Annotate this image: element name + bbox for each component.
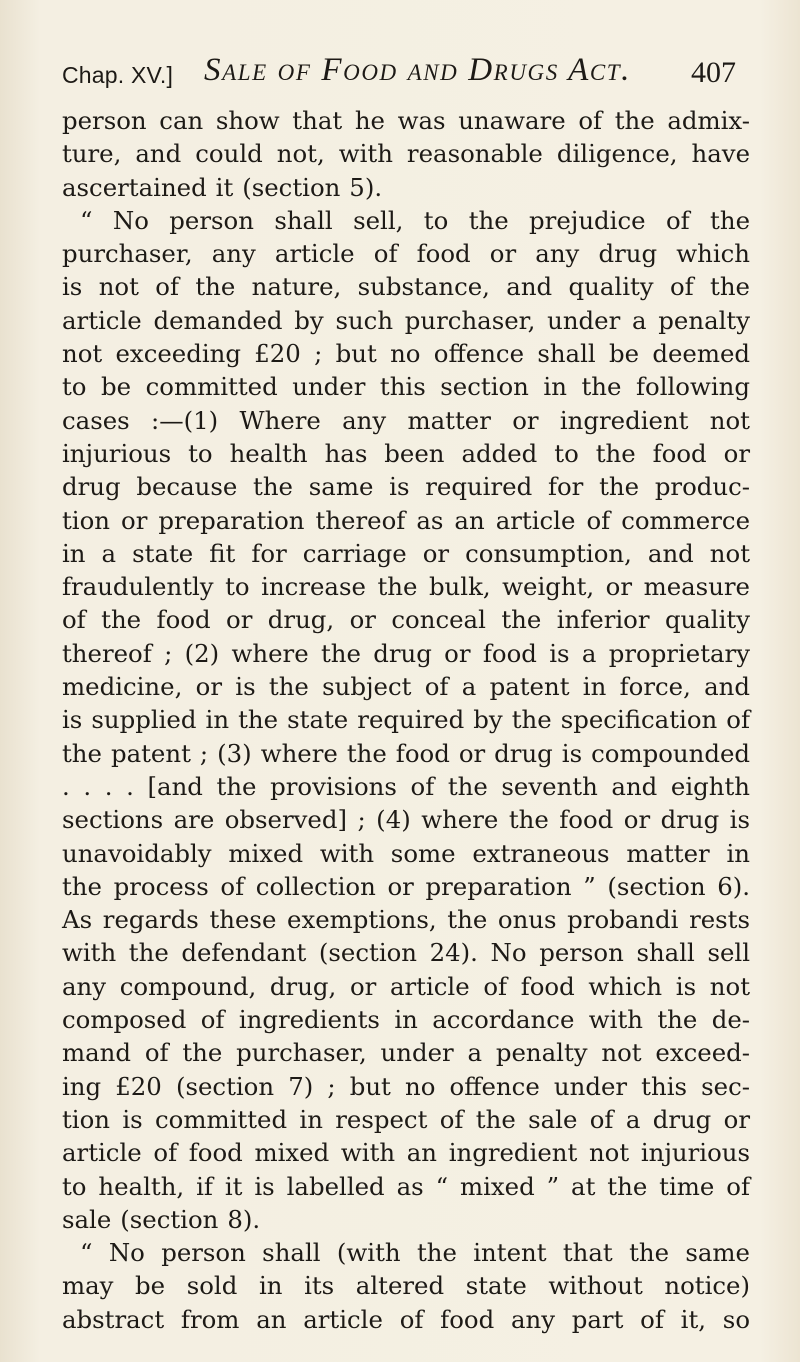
text-line: with the defendant (section 24). No person shall sell (62, 938, 750, 968)
text-line: thereof ; (2) where the drug or food is a proprietary (62, 638, 750, 668)
text-line: unavoidably mixed with some extraneous matter in (62, 838, 750, 868)
text-line: any compound, drug, or article of food which is not (62, 971, 750, 1001)
page-header (62, 52, 742, 102)
text-line: composed of ingredients in accordance with the de- (62, 1005, 750, 1035)
text-line: “ No person shall sell, to the prejudice of the (80, 205, 750, 235)
text-line: of the food or drug, or conceal the inferior quality (62, 605, 750, 635)
text-line: article of food mixed with an ingredient not injurious (62, 1138, 750, 1168)
text-line: sections are observed] ; (4) where the food or drug is (62, 805, 750, 835)
text-line: ascertained it (section 5). (62, 172, 383, 202)
text-line: to health, if it is labelled as “ mixed ” at the time of (62, 1171, 750, 1201)
text-line: purchaser, any article of food or any drug which (62, 239, 750, 269)
text-line: drug because the same is required for the produc- (62, 472, 750, 502)
text-line: person can show that he was unaware of the admix- (62, 106, 750, 135)
text-line: not exceeding £20 ; but no offence shall be deemed (62, 339, 750, 369)
text-line: to be committed under this section in the following (62, 372, 750, 402)
text-line: is not of the nature, substance, and quality of the (62, 272, 750, 302)
text-line: article demanded by such purchaser, under a penalty (62, 305, 750, 335)
body-text (62, 104, 750, 1336)
text-line: medicine, or is the subject of a patent in force, and (62, 672, 750, 702)
text-line: ture, and could not, with reasonable diligence, have (62, 139, 750, 169)
text-line: abstract from an article of food any part of it, so (62, 1304, 750, 1334)
running-title: Sale of Food and Drugs Act. (204, 52, 632, 88)
text-line: tion is committed in respect of the sale of a drug or (62, 1104, 750, 1134)
chapter-reference: Chap. XV.] (62, 62, 174, 88)
text-line: As regards these exemptions, the onus probandi rests (62, 905, 750, 935)
text-line: the process of collection or preparation ” (section 6). (62, 871, 750, 901)
text-line: ing £20 (section 7) ; but no offence under this sec- (62, 1071, 750, 1101)
text-line: is supplied in the state required by the specification of (62, 705, 750, 735)
text-line: in a state fit for carriage or consumption, and not (62, 538, 750, 568)
text-line: mand of the purchaser, under a penalty not exceed- (62, 1038, 750, 1068)
text-line: may be sold in its altered state without notice) (62, 1271, 750, 1301)
text-line: tion or preparation thereof as an article of commerce (62, 505, 750, 535)
text-line: “ No person shall (with the intent that the same (80, 1238, 750, 1268)
text-line: cases :—(1) Where any matter or ingredient not (62, 405, 750, 435)
text-line: the patent ; (3) where the food or drug is compounded (62, 738, 750, 768)
text-line: fraudulently to increase the bulk, weight, or measure (62, 572, 750, 602)
page-number: 407 (691, 56, 736, 89)
text-line: . . . . [and the provisions of the seventh and eighth (62, 771, 750, 801)
text-line: sale (section 8). (62, 1204, 261, 1234)
text-line: injurious to health has been added to the food or (62, 438, 750, 468)
